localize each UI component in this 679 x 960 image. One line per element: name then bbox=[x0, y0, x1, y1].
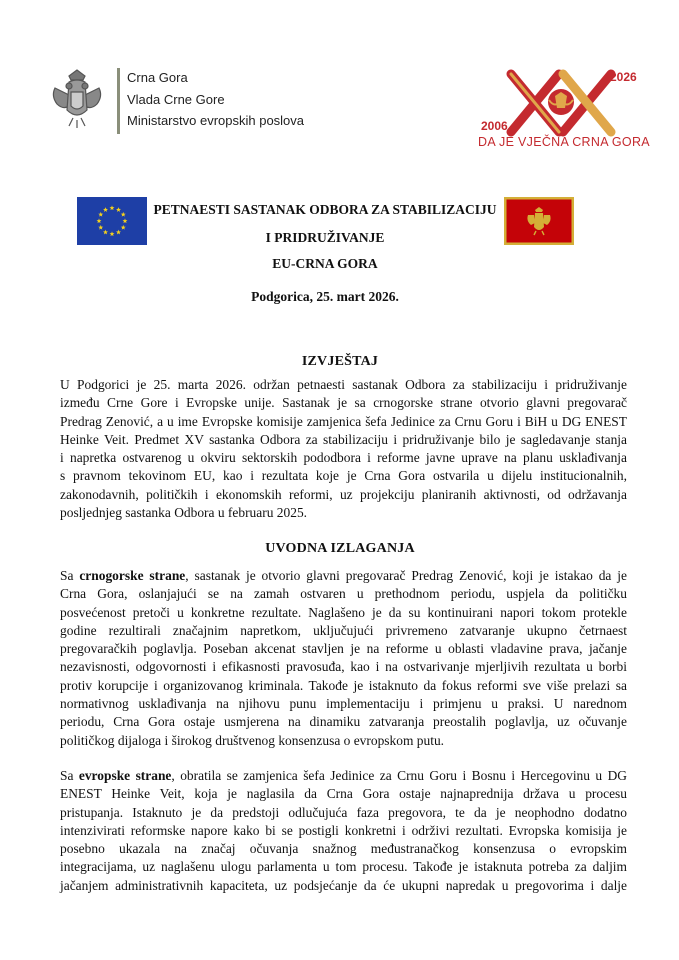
paragraph-line: Predrag Zenović, a u ime Evropske komisije zamjenica šefa Jedinice za Crnu Goru i BiH u DG ENEST bbox=[60, 413, 627, 429]
intro-heading: UVODNA IZLAGANJA bbox=[265, 541, 415, 556]
country-name: Crna Gora bbox=[127, 70, 188, 85]
paragraph-line: i napretka ostvarenog u okviru sektorskih pododbora i reforme javne uprave na planu usklađivanja bbox=[60, 450, 627, 466]
paragraph-line bbox=[60, 567, 627, 585]
paragraph-line: Crna Gora, oslanjajući se na zamah ostvaren u prethodnom periodu, uspjela da političku bbox=[60, 586, 627, 602]
paragraph-intro bbox=[60, 376, 627, 522]
bold-phrase: evropske strane bbox=[78, 768, 172, 783]
anniversary-slogan: DA JE VJEČNA CRNA GORA bbox=[478, 135, 650, 149]
paragraph-line: pristupanja. Istaknuto je da predstoji odlučujuća faza pregovora, te da je neophodno dodatno bbox=[60, 804, 627, 820]
report-heading: IZVJEŠTAJ bbox=[301, 354, 379, 369]
eagle-emblem-icon bbox=[548, 89, 574, 115]
paragraph-line: pregovaračkih poglavlja. Poseban akcenat stavljen je na reforme u oblasti vladavine prava, jačanje bbox=[60, 641, 627, 657]
paragraph-line: posvećenost pretoči u konkretne rezultate. Naglašeno je da su kontinuirani napori tokom protekle bbox=[60, 604, 627, 620]
paragraph-line: između Crne Gore i Evropske unije. Sastanak je sa crnogorske strane otvorio glavni pregovarač bbox=[60, 395, 627, 411]
government-name: Vlada Crne Gore bbox=[127, 91, 225, 107]
paragraph-line: političkog dijaloga i širokog društvenog konsenzusa o evropskom putu. bbox=[60, 732, 445, 748]
paragraph-line: posebno ukazala na značaj očuvanja snažnog međustranačkog konsenzusa o evropskim bbox=[60, 841, 627, 857]
anniversary-year-end: 2026 bbox=[610, 70, 637, 84]
paragraph-line: jačanjem administrativnih kapaciteta, uz podsjećanje da će ukupni napredak u pregovorima i dalje bbox=[60, 877, 627, 893]
place-and-date: Podgorica, 25. mart 2026. bbox=[251, 289, 399, 304]
paragraph-line: zakonodavnih, političkih i ekonomskih reformi, uz projekciju planiranih aktivnosti, od održavanja bbox=[60, 486, 627, 502]
paragraph-line: nezavisnosti, odgovornosti i efikasnosti pravosuđa, kao i na ostvarivanje mjerljivih rezultata u borbi bbox=[60, 659, 627, 675]
paragraph-line: Heinke Veit. Predmet XV sastanka Odbora za stabilizaciju i pridruživanje bilo je sagledavanje stanja bbox=[60, 431, 627, 447]
anniversary-year-start: 2006 bbox=[481, 119, 508, 133]
paragraph-line bbox=[60, 767, 627, 785]
ministry-name: Ministarstvo evropskih poslova bbox=[127, 113, 305, 128]
document-title bbox=[150, 196, 500, 252]
paragraph-eu-side bbox=[60, 767, 627, 895]
text-run: , sastanak je otvorio glavni pregovarač Predrag Zenović, koji je istakao da je bbox=[185, 568, 627, 583]
text-run: , obratila se zamjenica šefa Jedinice za Crnu Goru i Bosnu i Hercegovinu u DG bbox=[171, 768, 627, 783]
paragraph-montenegro-side bbox=[60, 567, 627, 750]
paragraph-line: s pravnom tekovinom EU, kao i rezultata koje je Crna Gora ostvarila u dijelu institucionalnih, bbox=[60, 468, 627, 484]
paragraph-line: godine rezultirali značajnim napretkom, uključujući privremeno zatvaranje ukupno četrnaest bbox=[60, 622, 627, 638]
eu-flag-icon bbox=[77, 197, 147, 245]
text-run: Sa bbox=[60, 568, 80, 583]
title-line-1: PETNAESTI SASTANAK ODBORA ZA STABILIZACIJU bbox=[153, 202, 497, 217]
paragraph-line: protiv korupcije i organizovanog kriminala. Takođe je istaknuto da fokus reformi sve više prelazi sa bbox=[60, 677, 627, 693]
paragraph-line: normativnog usklađivanja na njihovu punu implementaciju i primjenu u praksi. U narednom bbox=[60, 696, 627, 712]
montenegro-flag-icon bbox=[504, 197, 574, 245]
document-subtitle: EU-CRNA GORA bbox=[272, 256, 378, 271]
title-line-2: I PRIDRUŽIVANJE bbox=[265, 230, 385, 245]
paragraph-line: integracijama, uz naglašenu ulogu parlamenta u tom procesu. Takođe je istaknuta potreba za daljim bbox=[60, 859, 627, 875]
montenegro-coat-of-arms-icon bbox=[47, 66, 107, 130]
paragraph-line: ENEST Heinke Veit, koja je naglasila da Crna Gora ostaje najnaprednija država u procesu bbox=[60, 786, 627, 802]
government-header bbox=[127, 67, 304, 132]
bold-phrase: crnogorske strane bbox=[79, 568, 186, 583]
paragraph-line: posljednjeg sastanka Odbora u februaru 2025. bbox=[60, 505, 308, 521]
paragraph-line: periodu, Crna Gora ostaje usmjerena na dinamiku zatvaranja preostalih poglavlja, uz očuvanje bbox=[60, 714, 627, 730]
paragraph-line: intenzivirati reformske napore kako bi se postigli konkretni i održivi rezultati. Evropska komisija je bbox=[60, 822, 627, 838]
header-divider bbox=[117, 68, 120, 134]
text-run: Sa bbox=[60, 768, 79, 783]
paragraph-line: U Podgorici je 25. marta 2026. održan petnaesti sastanak Odbora za stabilizaciju i pridruživanje bbox=[60, 377, 627, 392]
